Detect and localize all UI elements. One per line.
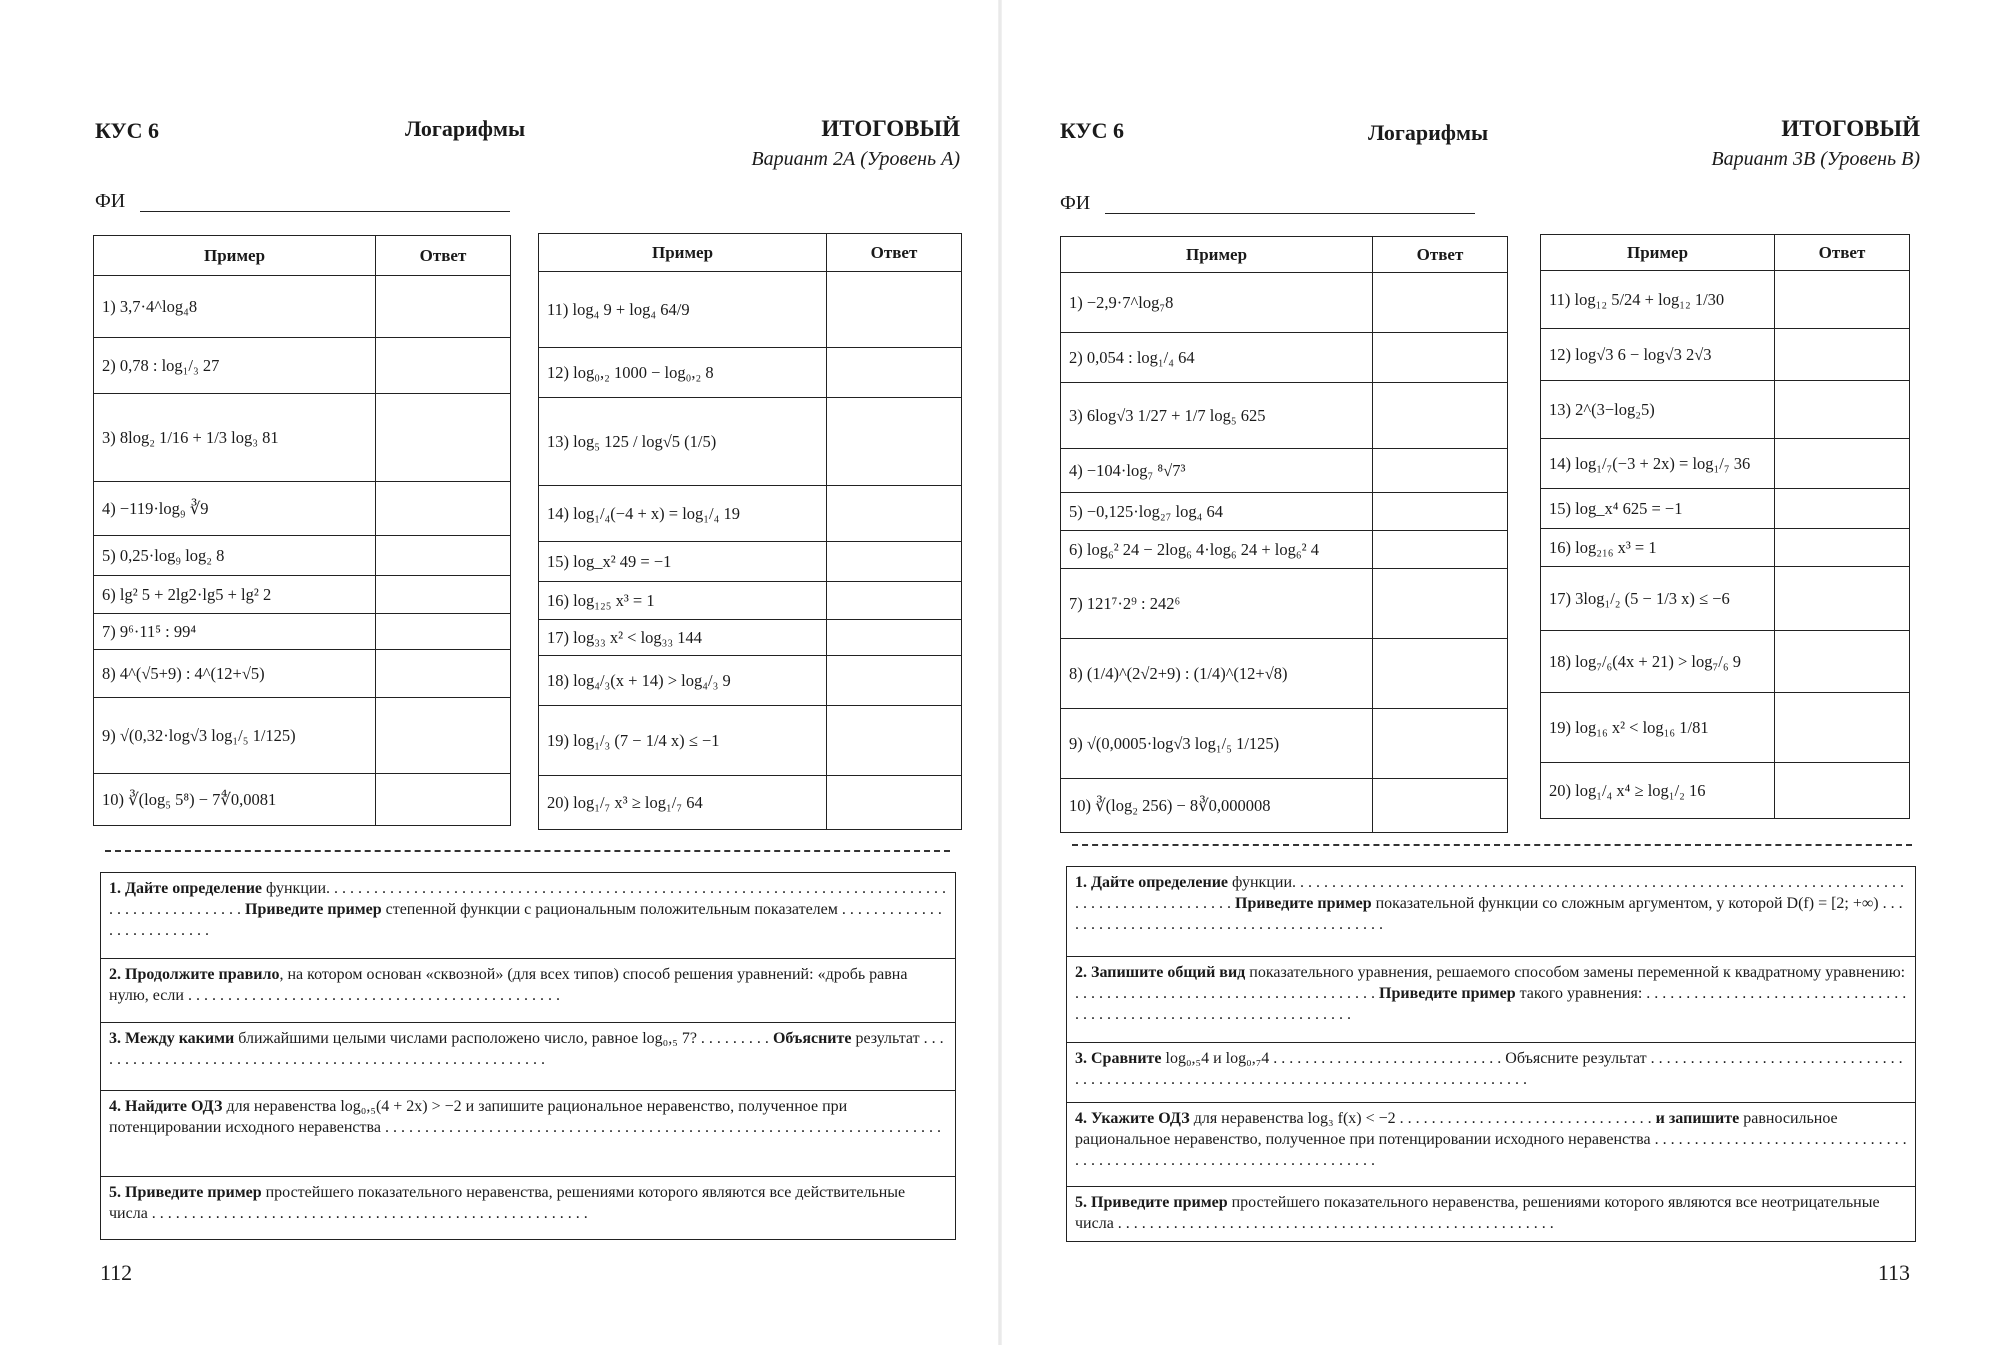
- question-text: , на котором основан «сквозной» (для всех типов) способ решения уравнений: «дробь равна нулю, если . . . . . . . . . . . . . . . . . . . . . . . . . . . . . . . . . . . . . . . . . . . . . . .: [109, 966, 908, 1004]
- answer-cell[interactable]: [376, 650, 511, 698]
- answer-cell[interactable]: [376, 394, 511, 482]
- example-row: 9) √(0,0005·log√3 log₁/₅ 1/125): [1061, 709, 1373, 779]
- table-header-example: Пример: [1061, 237, 1373, 273]
- answer-cell[interactable]: [1373, 333, 1508, 383]
- left-kus-label: КУС 6: [95, 118, 160, 143]
- answer-cell[interactable]: [827, 486, 962, 542]
- example-row: 5) 0,25·log₉ log₂ 8: [94, 536, 376, 576]
- answer-cell[interactable]: [827, 272, 962, 348]
- question-bold-text: 4. Укажите ОДЗ: [1075, 1110, 1190, 1127]
- example-row: 8) 4^(√5+9) : 4^(12+√5): [94, 650, 376, 698]
- table-header-answer: Ответ: [376, 236, 511, 276]
- answer-cell[interactable]: [376, 482, 511, 536]
- question-text: log₀,₅4 и log₀,₇4 . . . . . . . . . . . . . . . . . . . . . . . . . . . . . Объясните результат . . . . . . . . . . . . . . . . . . . . . . . . . . . . . . . . . . . . . . . . . . . . . . . . . . . . . . . . . . . . . . . . . . . . . . . . . . . . . . . . . . . . . . . . .: [1075, 1050, 1903, 1088]
- question-text-2: результат . . . . . . . . . . . . . . . . . . . . . . . . . . . . . . . . . . . . . . . . . . . . . . . . . . . . . . . . . .: [109, 1030, 944, 1068]
- question-bold-text-2: Объясните: [772, 1030, 852, 1047]
- theory-question-5[interactable]: [1067, 1187, 1915, 1240]
- question-text: для неравенства log₀,₅(4 + 2x) > −2 и запишите рациональное неравенство, полученное при потенцировании исходного неравенства . . . . . . . . . . . . . . . . . . . . . . . . . . . . . . . . . . . . . . . . . . . . . . . . . . . . . . . . . . . . . . . . . . . . . .: [109, 1098, 941, 1136]
- right-fi-line: [1105, 213, 1475, 214]
- question-bold-text-2: Приведите пример: [1379, 985, 1516, 1002]
- question-bold-text: 1. Дайте определение: [109, 880, 263, 897]
- example-row: 1) −2,9·7^log₇8: [1061, 273, 1373, 333]
- question-text: показательного уравнения, решаемого способом замены переменной к квадратному уравнению: . . . . . . . . . . . . . . . . . . . . . . . . . . . . . . . . . . . . . .: [1075, 964, 1906, 1002]
- question-bold-text: 3. Сравните: [1075, 1050, 1162, 1067]
- example-row: 10) ∛(log₂ 256) − 8∛0,000008: [1061, 779, 1373, 833]
- question-text-2: такого уравнения: . . . . . . . . . . . . . . . . . . . . . . . . . . . . . . . . . . . . . . . . . . . . . . . . . . . . . . . . . . . . . . . . . . . .: [1075, 985, 1907, 1023]
- example-row: 7) 9⁶·11⁵ : 99⁴: [94, 614, 376, 650]
- example-row: 17) 3log₁/₂ (5 − 1/3 x) ≤ −6: [1541, 567, 1775, 631]
- left-examples-table-1: [93, 235, 511, 826]
- answer-cell[interactable]: [827, 398, 962, 486]
- answer-cell[interactable]: [1775, 381, 1910, 439]
- example-row: 7) 121⁷·2⁹ : 242⁶: [1061, 569, 1373, 639]
- left-cut-line: [105, 850, 950, 852]
- left-examples-table-2: [538, 233, 962, 830]
- theory-question-3[interactable]: [1067, 1043, 1915, 1103]
- question-bold-text-2: Приведите пример: [245, 901, 382, 918]
- example-row: 5) −0,125·log₂₇ log₄ 64: [1061, 493, 1373, 531]
- right-topic: Логарифмы: [1368, 120, 1489, 145]
- right-final-label: ИТОГОВЫЙ: [1781, 116, 1920, 141]
- example-row: 10) ∛(log₅ 5⁸) − 7∜0,0081: [94, 774, 376, 826]
- question-text: простейшего показательного неравенства, решениями которого являются все неотрицательные числа . . . . . . . . . . . . . . . . . . . . . . . . . . . . . . . . . . . . . . . . . . . . . . . . . . . . . . .: [1075, 1194, 1880, 1232]
- example-row: 4) −104·log₇ ⁸√7³: [1061, 449, 1373, 493]
- answer-cell[interactable]: [376, 614, 511, 650]
- answer-cell[interactable]: [827, 620, 962, 656]
- answer-cell[interactable]: [1373, 779, 1508, 833]
- example-row: 18) log₄/₃(x + 14) > log₄/₃ 9: [539, 656, 827, 706]
- answer-cell[interactable]: [1775, 763, 1910, 819]
- theory-question-1[interactable]: [101, 873, 955, 959]
- answer-cell[interactable]: [1775, 489, 1910, 529]
- table-header-answer: Ответ: [1775, 235, 1910, 271]
- answer-cell[interactable]: [376, 774, 511, 826]
- example-row: 13) log₅ 125 / log√5 (1/5): [539, 398, 827, 486]
- right-kus-label: КУС 6: [1060, 118, 1125, 143]
- example-row: 2) 0,054 : log₁/₄ 64: [1061, 333, 1373, 383]
- answer-cell[interactable]: [827, 542, 962, 582]
- theory-question-4[interactable]: [1067, 1103, 1915, 1187]
- answer-cell[interactable]: [1373, 531, 1508, 569]
- answer-cell[interactable]: [1373, 449, 1508, 493]
- answer-cell[interactable]: [1373, 639, 1508, 709]
- theory-question-4[interactable]: [101, 1091, 955, 1177]
- example-row: 16) log₂₁₆ x³ = 1: [1541, 529, 1775, 567]
- table-header-answer: Ответ: [1373, 237, 1508, 273]
- right-examples-table-1: [1060, 236, 1508, 833]
- answer-cell[interactable]: [1775, 439, 1910, 489]
- question-text-2: равносильное рациональное неравенство, полученное при потенцировании исходного неравенства . . . . . . . . . . . . . . . . . . . . . . . . . . . . . . . . . . . . . . . . . . . . . . . . . . . . . . . . . . . . . . . . . . . . . .: [1075, 1110, 1907, 1169]
- answer-cell[interactable]: [1373, 273, 1508, 333]
- left-variant: Вариант 2А (Уровень А): [751, 148, 960, 170]
- answer-cell[interactable]: [1373, 493, 1508, 531]
- example-row: 3) 6log√3 1/27 + 1/7 log₅ 625: [1061, 383, 1373, 449]
- theory-question-2[interactable]: [1067, 957, 1915, 1043]
- example-row: 3) 8log₂ 1/16 + 1/3 log₃ 81: [94, 394, 376, 482]
- question-text: функции. . . . . . . . . . . . . . . . . . . . . . . . . . . . . . . . . . . . . . . . . . . . . . . . . . . . . . . . . . . . . . . . . . . . . . . . . . . . . . . . . . . . . . . . . . . . . . .: [109, 880, 947, 918]
- answer-cell[interactable]: [1775, 271, 1910, 329]
- theory-question-1[interactable]: [1067, 867, 1915, 957]
- theory-question-5[interactable]: [101, 1177, 955, 1239]
- question-text-2: показательной функции со сложным аргументом, у которой D(f) = [2; +∞) . . . . . . . . . . . . . . . . . . . . . . . . . . . . . . . . . . . . . . . . . .: [1075, 895, 1903, 933]
- question-text-2: степенной функции с рациональным положительным показателем . . . . . . . . . . . . . . . . . . . . . . . . . .: [109, 901, 942, 939]
- answer-cell[interactable]: [827, 776, 962, 830]
- answer-cell[interactable]: [1373, 569, 1508, 639]
- question-bold-text: 4. Найдите ОДЗ: [109, 1098, 223, 1115]
- example-row: 11) log₄ 9 + log₄ 64/9: [539, 272, 827, 348]
- example-row: 15) log_x⁴ 625 = −1: [1541, 489, 1775, 529]
- example-row: 14) log₁/₇(−3 + 2x) = log₁/₇ 36: [1541, 439, 1775, 489]
- right-fi-label: ФИ: [1060, 192, 1091, 214]
- answer-cell[interactable]: [827, 656, 962, 706]
- example-row: 9) √(0,32·log√3 log₁/₅ 1/125): [94, 698, 376, 774]
- answer-cell[interactable]: [376, 338, 511, 394]
- example-row: 12) log₀,₂ 1000 − log₀,₂ 8: [539, 348, 827, 398]
- answer-cell[interactable]: [827, 706, 962, 776]
- answer-cell[interactable]: [1775, 693, 1910, 763]
- example-row: 12) log√3 6 − log√3 2√3: [1541, 329, 1775, 381]
- answer-cell[interactable]: [1373, 383, 1508, 449]
- left-topic: Логарифмы: [405, 116, 526, 141]
- question-bold-text: 3. Между какими: [109, 1030, 235, 1047]
- example-row: 6) log₆² 24 − 2log₆ 4·log₆ 24 + log₆² 4: [1061, 531, 1373, 569]
- question-bold-text-2: Приведите пример: [1235, 895, 1372, 912]
- example-row: 17) log₃₃ x² < log₃₃ 144: [539, 620, 827, 656]
- right-page: [1000, 0, 2000, 1345]
- question-text: функции. . . . . . . . . . . . . . . . . . . . . . . . . . . . . . . . . . . . . . . . . . . . . . . . . . . . . . . . . . . . . . . . . . . . . . . . . . . . . . . . . . . . . . . . . . . . . . . . .: [1075, 874, 1905, 912]
- right-variant: Вариант 3В (Уровень В): [1711, 148, 1920, 170]
- question-bold-text-2: и запишите: [1655, 1110, 1740, 1127]
- table-header-example: Пример: [94, 236, 376, 276]
- theory-question-3[interactable]: [101, 1023, 955, 1091]
- example-row: 8) (1/4)^(2√2+9) : (1/4)^(12+√8): [1061, 639, 1373, 709]
- answer-cell[interactable]: [1775, 529, 1910, 567]
- question-bold-text: 1. Дайте определение: [1075, 874, 1229, 891]
- example-row: 14) log₁/₄(−4 + x) = log₁/₄ 19: [539, 486, 827, 542]
- question-text: для неравенства log₃ f(x) < −2 . . . . . . . . . . . . . . . . . . . . . . . . . . . . . . . .: [1189, 1110, 1656, 1127]
- answer-cell[interactable]: [827, 582, 962, 620]
- example-row: 15) log_x² 49 = −1: [539, 542, 827, 582]
- answer-cell[interactable]: [1775, 631, 1910, 693]
- left-fi-line: [140, 211, 510, 212]
- theory-question-2[interactable]: [101, 959, 955, 1023]
- example-row: 6) lg² 5 + 2lg2·lg5 + lg² 2: [94, 576, 376, 614]
- example-row: 2) 0,78 : log₁/₃ 27: [94, 338, 376, 394]
- example-row: 11) log₁₂ 5/24 + log₁₂ 1/30: [1541, 271, 1775, 329]
- answer-cell[interactable]: [1775, 567, 1910, 631]
- question-bold-text: 2. Запишите общий вид: [1075, 964, 1246, 981]
- table-header-answer: Ответ: [827, 234, 962, 272]
- right-cut-line: [1072, 844, 1912, 846]
- answer-cell[interactable]: [1373, 709, 1508, 779]
- left-fi-label: ФИ: [95, 190, 126, 212]
- question-bold-text: 2. Продолжите правило: [109, 966, 280, 983]
- right-theory-questions: [1066, 866, 1916, 1242]
- answer-cell[interactable]: [1775, 329, 1910, 381]
- example-row: 16) log₁₂₅ x³ = 1: [539, 582, 827, 620]
- example-row: 18) log₇/₆(4x + 21) > log₇/₆ 9: [1541, 631, 1775, 693]
- left-final-label: ИТОГОВЫЙ: [821, 116, 960, 141]
- example-row: 4) −119·log₉ ∛9: [94, 482, 376, 536]
- answer-cell[interactable]: [376, 576, 511, 614]
- right-examples-table-2: [1540, 234, 1910, 819]
- example-row: 19) log₁/₃ (7 − 1/4 x) ≤ −1: [539, 706, 827, 776]
- answer-cell[interactable]: [827, 348, 962, 398]
- table-header-example: Пример: [1541, 235, 1775, 271]
- example-row: 20) log₁/₄ x⁴ ≥ log₁/₂ 16: [1541, 763, 1775, 819]
- example-row: 13) 2^(3−log₂5): [1541, 381, 1775, 439]
- example-row: 19) log₁₆ x² < log₁₆ 1/81: [1541, 693, 1775, 763]
- right-page-number: 113: [1877, 1260, 1910, 1285]
- left-page-number: 112: [100, 1260, 133, 1285]
- question-bold-text: 5. Приведите пример: [1075, 1194, 1228, 1211]
- example-row: 20) log₁/₇ x³ ≥ log₁/₇ 64: [539, 776, 827, 830]
- answer-cell[interactable]: [376, 276, 511, 338]
- question-bold-text: 5. Приведите пример: [109, 1184, 262, 1201]
- question-text: простейшего показательного неравенства, решениями которого являются все действительные числа . . . . . . . . . . . . . . . . . . . . . . . . . . . . . . . . . . . . . . . . . . . . . . . . . . . . . . .: [109, 1184, 906, 1222]
- table-header-example: Пример: [539, 234, 827, 272]
- example-row: 1) 3,7·4^log₄8: [94, 276, 376, 338]
- answer-cell[interactable]: [376, 698, 511, 774]
- question-text: ближайшими целыми числами расположено число, равное log₀,₅ 7? . . . . . . . . .: [234, 1030, 773, 1047]
- left-theory-questions: [100, 872, 956, 1240]
- answer-cell[interactable]: [376, 536, 511, 576]
